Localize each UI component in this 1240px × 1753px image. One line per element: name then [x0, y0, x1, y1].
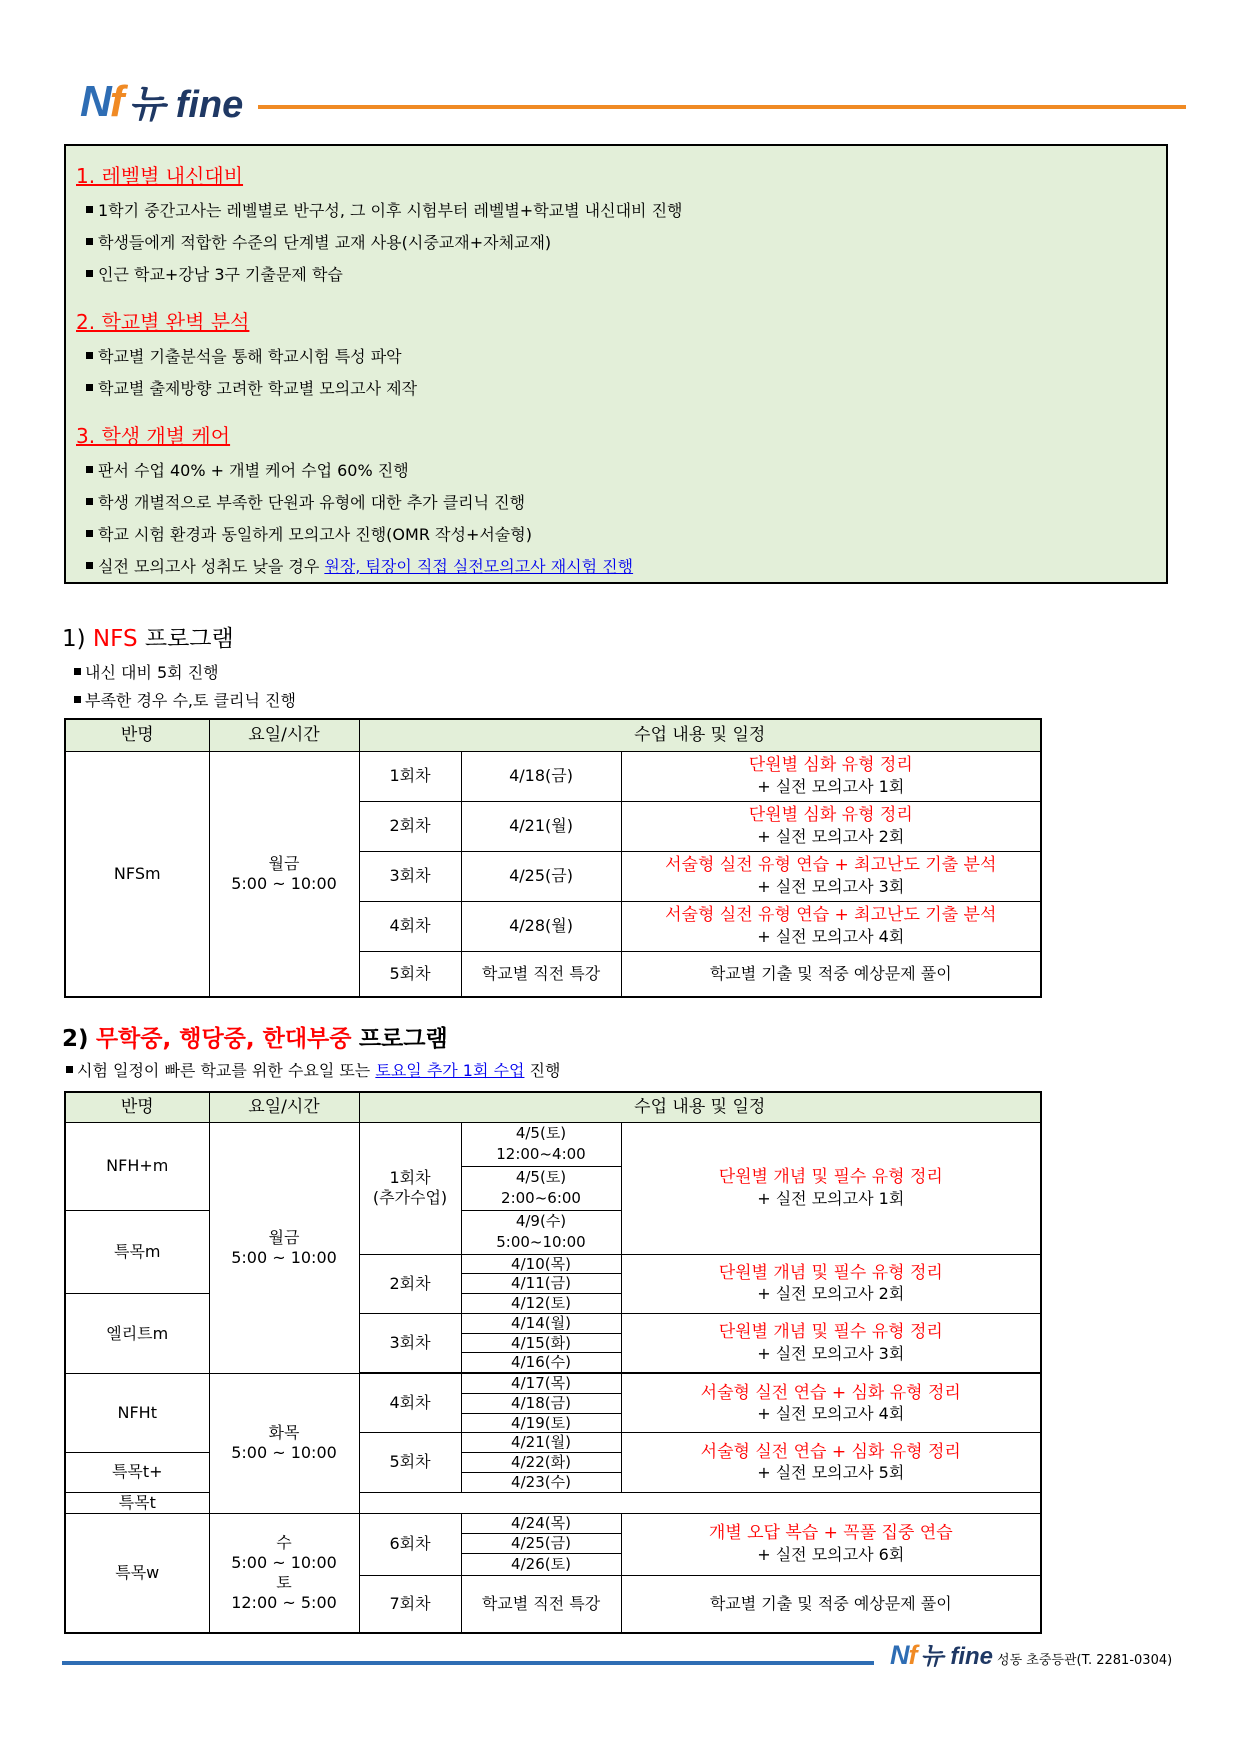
session-time: 5:00~10:00: [461, 1232, 621, 1254]
session-date: 4/21(월): [461, 801, 621, 851]
col-header-day: 요일/시간: [209, 1092, 359, 1122]
col-header-content: 수업 내용 및 일정: [359, 1092, 1041, 1122]
session-label: 4회차: [359, 1374, 461, 1433]
class-name: NFH+m: [65, 1122, 209, 1210]
session-date: 4/28(월): [461, 901, 621, 951]
session-content: 학교별 기출 및 적중 예상문제 풀이: [621, 1575, 1041, 1633]
footer-divider: [62, 1661, 874, 1665]
feature-item: 학교별 기출분석을 통해 학교시험 특성 파악: [86, 344, 402, 367]
session-label: 5회차: [359, 1433, 461, 1492]
class-schedule: 화목 5:00 ~ 10:00: [209, 1374, 359, 1514]
feature-item: 판서 수업 40% + 개별 케어 수업 60% 진행: [86, 458, 409, 481]
session-content: 단원별 개념 및 필수 유형 정리 + 실전 모의고사 3회: [621, 1313, 1041, 1372]
footer-logo: [890, 1642, 1172, 1669]
program1-heading: 1) NFS 프로그램: [62, 626, 234, 652]
session-date: 4/14(월): [461, 1313, 621, 1333]
session-time: 2:00~6:00: [461, 1188, 621, 1210]
feature-title: 2. 학교별 완벽 분석: [76, 310, 250, 334]
header-logo: [80, 64, 243, 124]
class-name: 특목w: [65, 1513, 209, 1633]
session-label: 2회차: [359, 801, 461, 851]
session-date: 4/19(토): [461, 1413, 621, 1433]
session-date: 4/17(목): [461, 1374, 621, 1394]
session-content: 서술형 실전 연습 + 심화 유형 정리 + 실전 모의고사 4회: [621, 1374, 1041, 1433]
session-time: 12:00~4:00: [461, 1144, 621, 1166]
feature-item: 인근 학교+강남 3구 기출문제 학습: [86, 262, 343, 285]
session-date: 4/21(월): [461, 1433, 621, 1453]
session-date: 4/22(화): [461, 1453, 621, 1473]
header-divider: [258, 105, 1186, 109]
logo-name: 뉴 fine: [128, 84, 244, 126]
class-name: 특목t: [65, 1492, 209, 1513]
session-date: 4/25(금): [461, 851, 621, 901]
session-label: 1회차: [359, 751, 461, 801]
session-date: 4/18(금): [461, 1393, 621, 1413]
feature-item: 1학기 중간고사는 레벨별로 반구성, 그 이후 시험부터 레벨별+학교별 내신대비 진행: [86, 198, 683, 221]
session-date: 4/9(수): [461, 1210, 621, 1232]
session-date: 4/5(토): [461, 1166, 621, 1188]
session-label: 1회차 (추가수업): [359, 1122, 461, 1254]
logo-mark: Nf: [80, 77, 123, 126]
session-date: 4/12(토): [461, 1294, 621, 1314]
class-name: NFHt: [65, 1374, 209, 1453]
session-label: 6회차: [359, 1513, 461, 1575]
col-header-class: 반명: [65, 719, 209, 751]
footer-logo-mark: Nf: [890, 1640, 917, 1670]
feature-item: 학생 개별적으로 부족한 단원과 유형에 대한 추가 클리닉 진행: [86, 490, 525, 513]
col-header-content: 수업 내용 및 일정: [359, 719, 1041, 751]
program2-note: 시험 일정이 빠른 학교를 위한 수요일 또는 토요일 추가 1회 수업 진행: [66, 1058, 560, 1081]
session-date: 4/23(수): [461, 1472, 621, 1492]
session-label: 2회차: [359, 1254, 461, 1313]
class-name: 엘리트m: [65, 1294, 209, 1374]
col-header-day: 요일/시간: [209, 719, 359, 751]
class-name: 특목m: [65, 1210, 209, 1294]
feature-item: 학교별 출제방향 고려한 학교별 모의고사 제작: [86, 376, 417, 399]
session-content: 개별 오답 복습 + 꼭풀 집중 연습 + 실전 모의고사 6회: [621, 1513, 1041, 1575]
session-content: 학교별 기출 및 적중 예상문제 풀이: [621, 951, 1041, 997]
class-name: 특목t+: [65, 1453, 209, 1493]
session-content: 단원별 심화 유형 정리 + 실전 모의고사 2회: [621, 801, 1041, 851]
session-content: 서술형 실전 유형 연습 + 최고난도 기출 분석 + 실전 모의고사 3회: [621, 851, 1041, 901]
session-label: 7회차: [359, 1575, 461, 1633]
class-schedule: 수 5:00 ~ 10:00 토 12:00 ~ 5:00: [209, 1513, 359, 1633]
feature-title: 3. 학생 개별 케어: [76, 424, 231, 448]
footer-logo-name: 뉴 fine: [920, 1643, 994, 1670]
class-schedule: 월금 5:00 ~ 10:00: [209, 751, 359, 997]
features-box: [64, 144, 1168, 584]
session-content: 서술형 실전 연습 + 심화 유형 정리 + 실전 모의고사 5회: [621, 1433, 1041, 1492]
session-content: 단원별 심화 유형 정리 + 실전 모의고사 1회: [621, 751, 1041, 801]
feature-item: 학교 시험 환경과 동일하게 모의고사 진행(OMR 작성+서술형): [86, 522, 532, 545]
program2-heading: 2) 무학중, 행당중, 한대부중 프로그램: [62, 1026, 448, 1052]
session-date: 학교별 직전 특강: [461, 1575, 621, 1633]
session-date: 4/10(목): [461, 1254, 621, 1274]
feature-item: 실전 모의고사 성취도 낮을 경우 원장, 팀장이 직접 실전모의고사 재시험 진행: [86, 554, 633, 577]
session-label: 3회차: [359, 851, 461, 901]
session-date: 4/16(수): [461, 1353, 621, 1373]
feature-title: 1. 레벨별 내신대비: [76, 164, 244, 188]
program1-note: 내신 대비 5회 진행: [74, 660, 219, 683]
class-schedule: 월금 5:00 ~ 10:00: [209, 1122, 359, 1374]
program1-table: [64, 718, 1042, 998]
class-name: NFSm: [65, 751, 209, 997]
session-date: 학교별 직전 특강: [461, 951, 621, 997]
program1-note: 부족한 경우 수,토 클리닉 진행: [74, 688, 296, 711]
session-date: 4/15(화): [461, 1333, 621, 1353]
session-date: 4/11(금): [461, 1274, 621, 1294]
program2-table: [64, 1091, 1042, 1634]
session-date: 4/25(금): [461, 1533, 621, 1553]
session-label: 5회차: [359, 951, 461, 997]
footer-branch: 성동 초중등관(T. 2281-0304): [997, 1653, 1173, 1668]
feature-item: 학생들에게 적합한 수준의 단계별 교재 사용(시중교재+자체교재): [86, 230, 551, 253]
session-date: 4/5(토): [461, 1122, 621, 1144]
session-date: 4/26(토): [461, 1553, 621, 1575]
session-label: 3회차: [359, 1313, 461, 1372]
retest-highlight: 원장, 팀장이 직접 실전모의고사 재시험 진행: [324, 557, 634, 576]
session-content: 단원별 개념 및 필수 유형 정리 + 실전 모의고사 1회: [621, 1122, 1041, 1254]
session-label: 4회차: [359, 901, 461, 951]
session-content: 서술형 실전 유형 연습 + 최고난도 기출 분석 + 실전 모의고사 4회: [621, 901, 1041, 951]
session-content: 단원별 개념 및 필수 유형 정리 + 실전 모의고사 2회: [621, 1254, 1041, 1313]
session-date: 4/18(금): [461, 751, 621, 801]
session-date: 4/24(목): [461, 1513, 621, 1533]
col-header-class: 반명: [65, 1092, 209, 1122]
